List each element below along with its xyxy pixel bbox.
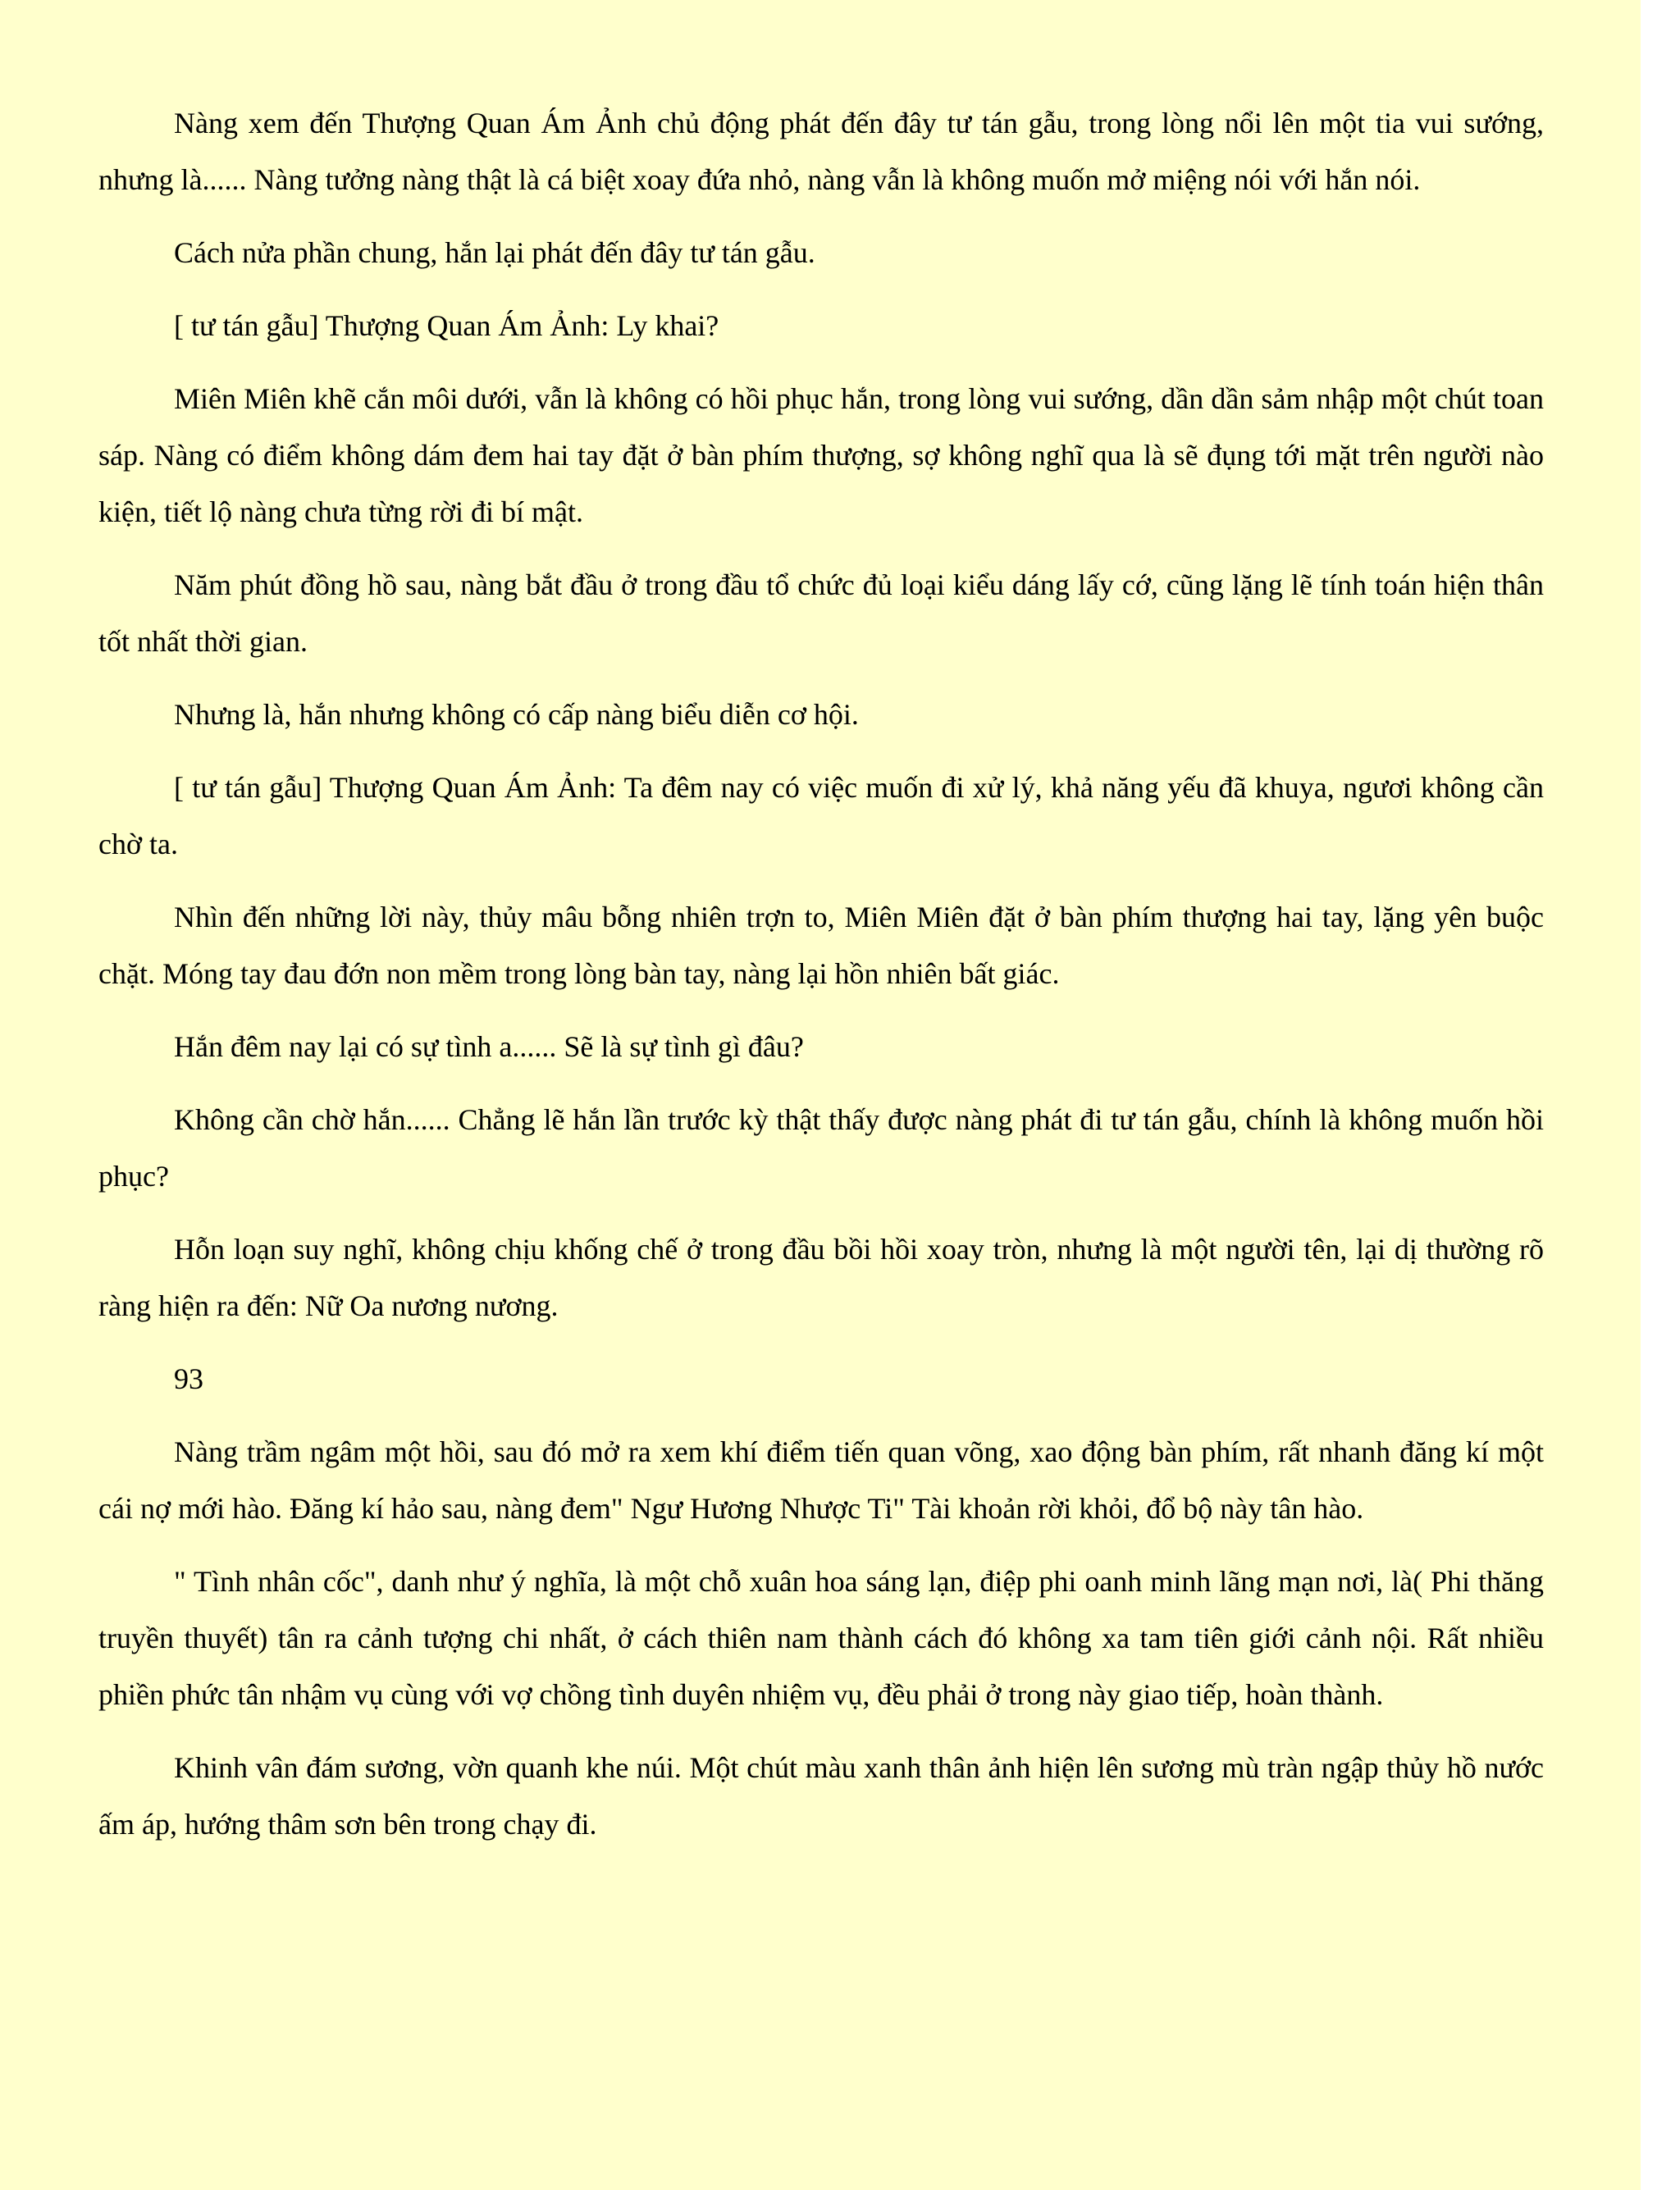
paragraph: Hắn đêm nay lại có sự tình a...... Sẽ là sự tình gì đâu? <box>174 1030 804 1063</box>
paragraph: Nhưng là, hắn nhưng không có cấp nàng biểu diễn cơ hội. <box>174 698 859 731</box>
paragraph: [ tư tán gẫu] Thượng Quan Ám Ảnh: Ly khai? <box>174 309 719 342</box>
paragraph: Năm phút đồng hồ sau, nàng bắt đầu ở trong đầu tổ chức đủ loại kiểu dáng lấy cớ, cũng lặng lẽ tính toán hiện thân tốt nhất thời gian. <box>98 568 1544 658</box>
paragraph: [ tư tán gẫu] Thượng Quan Ám Ảnh: Ta đêm nay có việc muốn đi xử lý, khả năng yếu đã khuya, ngươi không cần chờ ta. <box>98 771 1544 860</box>
paragraph: Miên Miên khẽ cắn môi dưới, vẫn là không có hồi phục hắn, trong lòng vui sướng, dần dần sảm nhập một chút toan sáp. Nàng có điểm không dám đem hai tay đặt ở bàn phím thượng, sợ không nghĩ qua là sẽ đụng tới mặt trên người nào kiện, tiết lộ nàng chưa từng rời đi bí mật. <box>98 382 1544 528</box>
paragraph: Hỗn loạn suy nghĩ, không chịu khống chế ở trong đầu bồi hồi xoay tròn, nhưng là một người tên, lại dị thường rõ ràng hiện ra đến: Nữ Oa nương nương. <box>98 1233 1544 1322</box>
paragraph: Nàng trầm ngâm một hồi, sau đó mở ra xem khí điểm tiến quan võng, xao động bàn phím, rất nhanh đăng kí một cái nợ mới hào. Đăng kí hảo sau, nàng đem" Ngư Hương Nhược Ti" Tài khoản rời khỏi, đổ bộ này tân hào. <box>98 1435 1544 1525</box>
paragraph: Nhìn đến những lời này, thủy mâu bỗng nhiên trợn to, Miên Miên đặt ở bàn phím thượng hai tay, lặng yên buộc chặt. Móng tay đau đớn non mềm trong lòng bàn tay, nàng lại hồn nhiên bất giác. <box>98 901 1544 990</box>
paragraph: Cách nửa phần chung, hắn lại phát đến đây tư tán gẫu. <box>174 236 815 269</box>
paragraph: Khinh vân đám sương, vờn quanh khe núi. Một chút màu xanh thân ảnh hiện lên sương mù tràn ngập thủy hồ nước ấm áp, hướng thâm sơn bên trong chạy đi. <box>98 1751 1544 1841</box>
paragraph: " Tình nhân cốc", danh như ý nghĩa, là một chỗ xuân hoa sáng lạn, điệp phi oanh minh lãng mạn nơi, là( Phi thăng truyền thuyết) tân ra cảnh tượng chi nhất, ở cách thiên nam thành cách đó không xa tam tiên giới cảnh nội. Rất nhiều phiền phức tân nhậm vụ cùng với vợ chồng tình duyên nhiệm vụ, đều phải ở trong này giao tiếp, hoàn thành. <box>98 1565 1544 1711</box>
paragraph: Nàng xem đến Thượng Quan Ám Ảnh chủ động phát đến đây tư tán gẫu, trong lòng nổi lên một tia vui sướng, nhưng là...... Nàng tưởng nàng thật là cá biệt xoay đứa nhỏ, nàng vẫn là không muốn mở miệng nói với hắn nói. <box>98 107 1544 196</box>
chapter-number: 93 <box>174 1362 203 1395</box>
paragraph: Không cần chờ hắn...... Chẳng lẽ hắn lần trước kỳ thật thấy được nàng phát đi tư tán gẫu, chính là không muốn hồi phục? <box>98 1103 1544 1193</box>
